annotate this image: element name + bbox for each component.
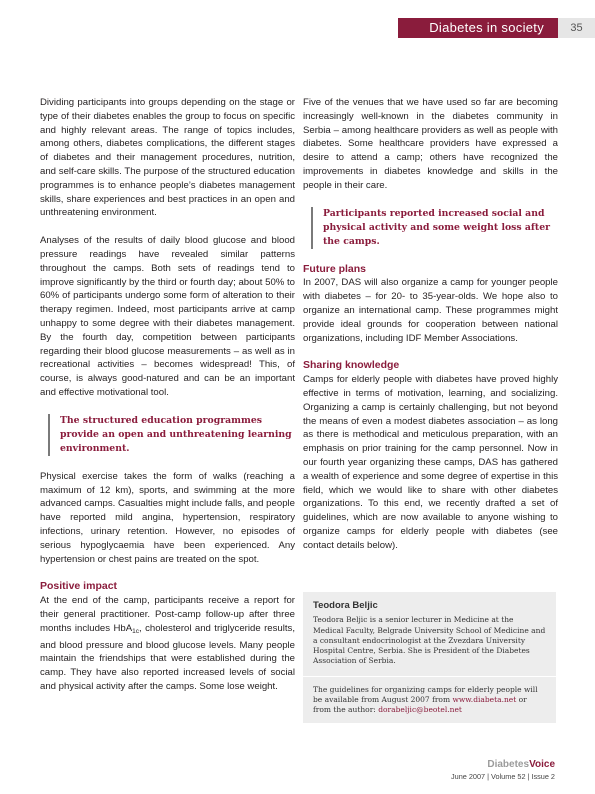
section-heading-sharing-knowledge: Sharing knowledge [303,359,400,372]
left-column [40,96,295,708]
author-bio: Teodora Beljic is a senior lecturer in Medicine at the Medical Faculty, Belgrade University School of Medicine and a consultant endocrinologist at the Zvezdara University Hospital Centre, Serbia. She is President of the Diabetes Association of Serbia. [313,615,546,666]
section-header: Diabetes in society [398,18,558,38]
section-heading-future-plans: Future plans [303,262,367,275]
subscript: 1c [132,627,140,635]
paragraph: Dividing participants into groups depending on the stage or type of their diabetes enables the group to focus on specific and highly relevant areas. The range of topics includes, among others, diabetes complications, the different stages of diabetes and their management procedures, nutrition, and self-care skills. The purpose of the structured education programmes is to enhance people’s diabetes management skills, share experiences and best practices in an open and unthreatening environment. [40,97,295,219]
text: The guidelines for organizing camps for elderly people will be available from August 2007 from [313,684,538,705]
text: At the end of the camp, participants receive a report for their general practitioner. Post-camp follow-up after three months includes HbA [40,595,295,634]
paragraph: Five of the venues that we have used so far are becoming increasingly well-known in the diabetes community in Serbia – among healthcare providers as well as people with diabetes. Some healthcare providers have expressed a desire to attend a camp; others have recognized the improvements in diabetes knowledge and skills in the people in their care. [303,97,558,191]
divider [303,676,556,677]
logo-part: Voice [529,759,555,770]
pull-quote: The structured education programmes provide an open and unthreatening learning environment. [48,414,295,456]
guidelines-note [313,685,546,716]
author-name: Teodora Beljic [313,600,378,611]
paragraph: In 2007, DAS will also organize a camp for younger people with diabetes – for 20- to 35-year-olds. We hope also to organize an international camp. These programmes might provide ideal grounds for cooperation between national organizations, including IDF Member Associations. [303,277,558,344]
paragraph: Physical exercise takes the form of walks (reaching a maximum of 12 km), sports, and swimming at the more advanced camps. Casualties might include falls, and people have reported mild angina, hypertension, respiratory infections, urinary retention. However, no episodes of serious hypoglycaemia have been experienced. Any hypertension or chest pains are treated on the spot. [40,470,295,565]
page-number: 35 [558,18,595,38]
section-heading-positive-impact: Positive impact [40,580,118,593]
paragraph: Analyses of the results of daily blood glucose and blood pressure readings have revealed similar patterns throughout the camps. Both sets of readings tend to improve significantly by the third or fourth day; about 50% to 60% of participants undergo some form of alteration to their therapy regimen. Indeed, most participants arrive at camp unhappy to some degree with their diabetes management. By the fourth day, competition between participants regarding their blood glucose measurements – as well as in recreational activities – becomes widespread! This, of course, is always good-natured and can be an important and effective motivational tool. [40,235,295,398]
email-link[interactable]: dorabeljic@beotel.net [378,705,462,715]
logo-part: Diabetes [487,759,530,770]
issue-info: June 2007 | Volume 52 | Issue 2 [451,772,555,781]
text: , cholesterol and triglyceride results, and blood pressure and blood glucose levels. Many people maintain the friendships that were established during the camp. They have also reported increased levels of social and physical activity after the camps. Some lose weight. [40,622,295,692]
pull-quote: Participants reported increased social and physical activity and some weight loss after the camps. [311,207,558,249]
diabetes-voice-logo [487,759,555,770]
author-bio-box [303,592,556,723]
paragraph: Camps for elderly people with diabetes have proved highly effective in terms of motivation, learning, and socializing. Organizing a camp is certainly challenging, but not beyond the means of even a modest diabetes association – as long as there is methodical and meticulous preparation, with an emphasis on prior training for the camp personnel. Now in our fourth year organizing these camps, DAS has gathered a wealth of experience and some degree of expertise in this field, which we would like to share with other diabetes organizations. To this end, we recently drafted a set of guidelines, which are now available to anyone wishing to organize camps for elderly people with diabetes (see contact details below). [303,374,558,551]
website-link[interactable]: www.diabeta.net [452,695,517,705]
paragraph [40,594,295,694]
text: or from the author: [313,695,527,715]
right-column [303,96,558,567]
